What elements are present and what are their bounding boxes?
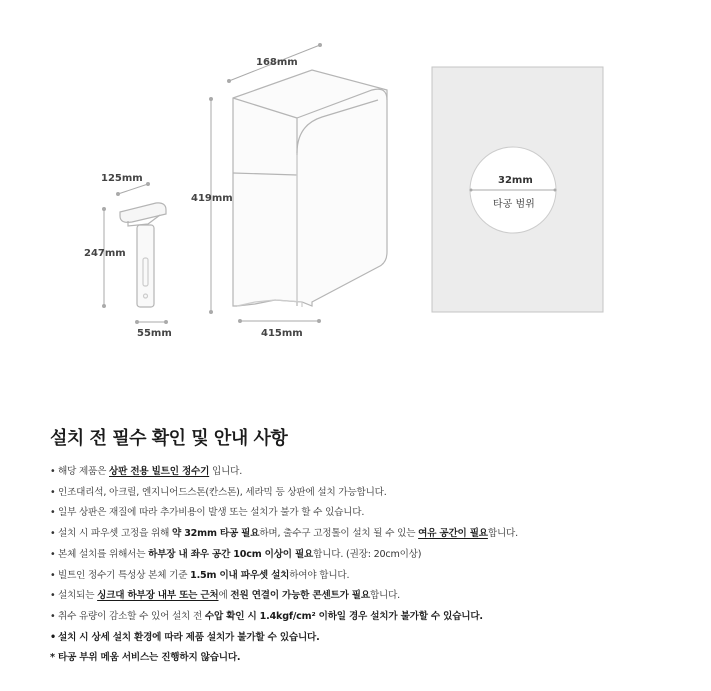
list-item: * 타공 부위 메움 서비스는 진행하지 않습니다. — [50, 652, 241, 664]
list-item: • 빌트인 정수기 특성상 본체 기준 1.5m 이내 파우셋 설치하여야 합니다. — [50, 569, 350, 581]
faucet-height-label: 247mm — [84, 248, 126, 259]
list-item: • 인조대리석, 아크릴, 엔지니어드스톤(칸스톤), 세라믹 등 상판에 설치 가능합니다. — [50, 486, 387, 498]
list-item: • 취수 유량이 감소할 수 있어 설치 전 수압 확인 시 1.4kgf/cm² 이하일 경우 설치가 불가할 수 있습니다. — [50, 610, 483, 622]
list-item: • 설치 시 파우셋 고정을 위해 약 32mm 타공 필요하며, 출수구 고정톨이 설치 될 수 있는 여유 공간이 필요합니다. — [50, 528, 518, 540]
notice-title: 설치 전 필수 확인 및 안내 사항 — [50, 428, 288, 449]
tank-depth-label: 415mm — [261, 328, 303, 339]
tank-width-label: 168mm — [256, 57, 298, 68]
faucet-base-label: 55mm — [137, 328, 172, 339]
faucet-length-label: 125mm — [101, 173, 143, 184]
hole-range-label: 타공 범위 — [493, 199, 535, 210]
list-item: • 설치 시 상세 설치 환경에 따라 제품 설치가 불가할 수 있습니다. — [50, 631, 320, 643]
faucet-length-line — [118, 184, 148, 194]
list-item: • 설치되는 싱크대 하부장 내부 또는 근처에 전원 연결이 가능한 콘센트가 필요합니다. — [50, 590, 400, 602]
faucet-outline — [120, 203, 166, 307]
list-item: • 해당 제품은 상판 전용 빌트인 정수기 입니다. — [50, 466, 243, 477]
list-item: • 본체 설치를 위해서는 하부장 내 좌우 공간 10cm 이상이 필요합니다. (권장: 20cm이상) — [50, 548, 422, 560]
notice-list — [50, 462, 690, 669]
tank-outline — [233, 70, 387, 307]
list-item: • 일부 상판은 재질에 따라 추가비용이 발생 또는 설치가 불가 할 수 있습니다. — [50, 507, 365, 519]
hole-diameter-label: 32mm — [498, 175, 533, 186]
installation-notice — [50, 424, 690, 669]
tank-height-label: 419mm — [191, 193, 233, 204]
